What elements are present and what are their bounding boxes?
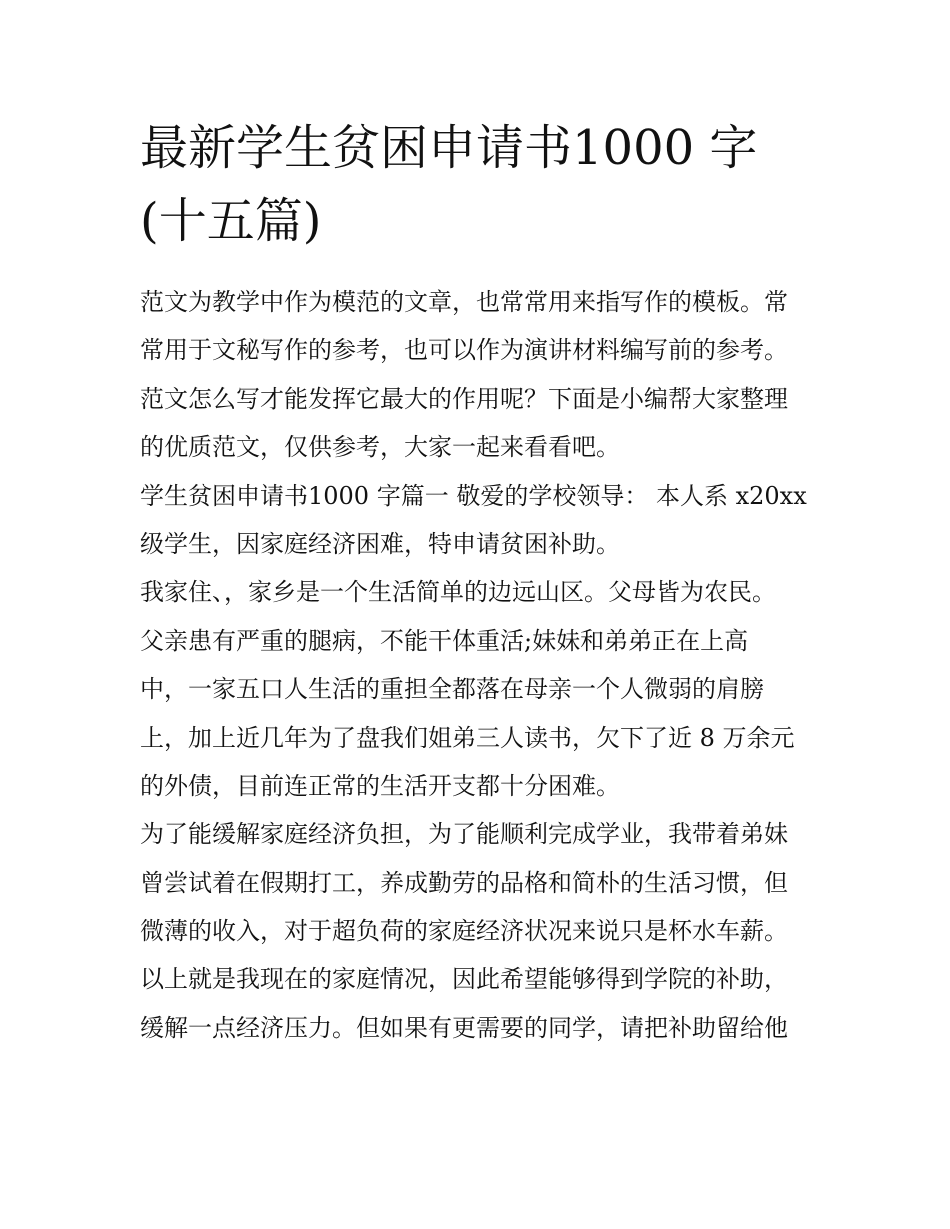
body-line: 曾尝试着在假期打工，养成勤劳的品格和简朴的生活习惯，但	[140, 868, 788, 897]
title-line: (十五篇)	[140, 193, 322, 249]
title-line: 最新学生贫困申请书1000 字	[140, 120, 758, 176]
body-line: 级学生，因家庭经济困难，特申请贫困补助。	[140, 529, 620, 558]
body-line: 中，一家五口人生活的重担全都落在母亲一个人微弱的肩膀	[140, 675, 764, 704]
body-line: 范文为教学中作为模范的文章，也常常用来指写作的模板。常	[140, 288, 788, 316]
body-line: 的外债，目前连正常的生活开支都十分困难。	[140, 771, 620, 800]
body-line: 我家住、，家乡是一个生活简单的边远山区。父母皆为农民。	[140, 578, 776, 607]
body-line: 以上就是我现在的家庭情况，因此希望能够得到学院的补助，	[140, 965, 788, 994]
body-line: 范文怎么写才能发挥它最大的作用呢？下面是小编帮大家整理	[140, 384, 788, 413]
body-line: 上，加上近几年为了盘我们姐弟三人读书，欠下了近 8 万余元	[140, 723, 795, 752]
body-line: 常用于文秘写作的参考，也可以作为演讲材料编写前的参考。	[140, 336, 788, 365]
body-line: 微薄的收入，对于超负荷的家庭经济状况来说只是杯水车薪。	[140, 917, 788, 946]
document-title	[140, 112, 820, 258]
body-line: 学生贫困申请书1000 字篇一 敬爱的学校领导： 本人系 x20xx	[140, 481, 807, 510]
body-line: 的优质范文，仅供参考，大家一起来看看吧。	[140, 433, 620, 462]
body-line: 父亲患有严重的腿病，不能干体重活;妹妹和弟弟正在上高	[140, 626, 749, 655]
body-line: 为了能缓解家庭经济负担，为了能顺利完成学业，我带着弟妹	[140, 820, 788, 849]
document-body	[140, 278, 830, 1052]
body-line: 缓解一点经济压力。但如果有更需要的同学，请把补助留给他	[140, 1013, 788, 1042]
